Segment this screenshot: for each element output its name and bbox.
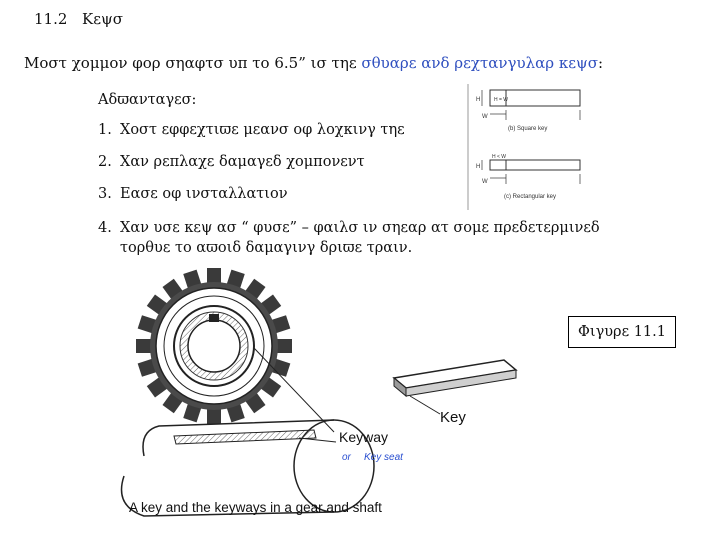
intro-highlight: σθυαρε ανδ ρεχτανγυλαρ κεψσ — [361, 54, 598, 72]
keyseat-label: Key seat — [364, 452, 403, 463]
list-item — [98, 186, 288, 202]
list-number: 2. — [98, 154, 112, 170]
figure-caption: A key and the keyways in a gear and shaft — [129, 500, 382, 515]
gear-shaft-key-illustration — [84, 266, 554, 530]
list-item — [98, 220, 600, 236]
figure-label: Φιγυρε 11.1 — [568, 316, 676, 348]
dim-h-label: H — [476, 164, 481, 170]
list-number: 3. — [98, 186, 112, 202]
rect-key-body — [506, 160, 580, 170]
intro-colon: : — [597, 54, 604, 72]
list-text: Χαν ρεπλαχε δαμαγεδ χομπονεντ — [120, 154, 365, 170]
list-text-continuation: τορθυε το αϖοιδ δαμαγινγ δριϖε τραιν. — [120, 240, 413, 256]
advantages-title: Αδϖανταγεσ: — [98, 92, 197, 108]
square-key-caption: (b) Square key — [508, 126, 548, 132]
key-dimension-diagram — [446, 80, 586, 215]
list-number: 1. — [98, 122, 112, 138]
dim-h-label: H — [476, 97, 481, 103]
key-label: Key — [440, 409, 466, 426]
or-label: or — [342, 452, 351, 463]
keyway-label: Keyway — [339, 429, 389, 445]
list-item — [98, 122, 405, 138]
dim-w-label: W — [482, 179, 488, 185]
intro-paragraph — [24, 54, 603, 72]
square-key-body — [506, 90, 580, 106]
intro-text: Μοστ χομμον φορ σηαφτσ υπ το 6.5” ισ τηε — [24, 54, 362, 72]
list-text: Χοστ εφφεχτιϖε μεανσ οφ λοχκινγ τηε — [120, 122, 405, 138]
section-number: 11.2 — [34, 10, 68, 28]
list-item — [98, 154, 365, 170]
rect-key-end — [490, 160, 506, 170]
dim-w-label: W — [482, 114, 488, 120]
rect-key-caption: (c) Rectangular key — [504, 194, 557, 200]
section-title: Κεψσ — [82, 10, 123, 28]
list-text: Χαν υσε κεψ ασ “ φυσε” – φαιλσ ιν σηεαρ ατ σομε πρεδετερμινεδ — [120, 220, 600, 236]
rect-hw-label: H < W — [492, 154, 507, 160]
list-text: Εασε οφ ινσταλλατιον — [120, 186, 288, 202]
square-hw-label: H = W — [494, 97, 509, 103]
list-number: 4. — [98, 220, 112, 236]
